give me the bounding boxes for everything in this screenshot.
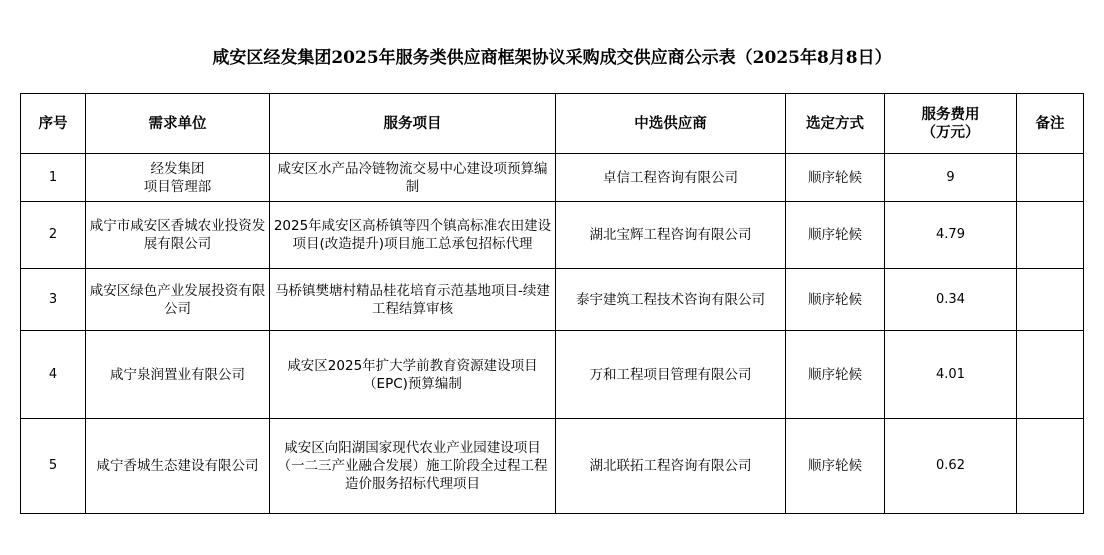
cell-seq: 3 (21, 269, 86, 331)
cell-fee: 4.01 (885, 331, 1017, 419)
cell-seq: 4 (21, 331, 86, 419)
cell-project: 咸安区2025年扩大学前教育资源建设项目（EPC)预算编制 (270, 331, 556, 419)
cell-fee: 4.79 (885, 202, 1017, 269)
cell-unit-line1: 经发集团 (150, 160, 205, 177)
page-title: 咸安区经发集团2025年服务类供应商框架协议采购成交供应商公示表（2025年8月8日） (212, 48, 892, 68)
cell-project: 咸安区向阳湖国家现代农业产业园建设项目（一二三产业融合发展）施工阶段全过程工程造价服务招标代理项目 (270, 419, 556, 514)
cell-unit: 咸宁香城生态建设有限公司 (86, 419, 270, 514)
header-fee (885, 94, 1017, 154)
table-row (21, 269, 1084, 331)
cell-supplier: 湖北宝辉工程咨询有限公司 (556, 202, 786, 269)
cell-method: 顺序轮候 (786, 154, 885, 202)
supplier-notice-table (20, 93, 1084, 514)
cell-project: 咸安区水产品冷链物流交易中心建设项预算编制 (270, 154, 556, 202)
cell-unit: 咸宁泉润置业有限公司 (86, 331, 270, 419)
table-header-row (21, 94, 1084, 154)
header-fee-line2: （万元） (921, 123, 980, 141)
cell-unit-line2: 项目管理部 (143, 178, 212, 195)
cell-seq: 5 (21, 419, 86, 514)
header-project: 服务项目 (270, 94, 556, 154)
cell-unit: 咸安区绿色产业发展投资有限公司 (86, 269, 270, 331)
cell-method: 顺序轮候 (786, 269, 885, 331)
header-unit: 需求单位 (86, 94, 270, 154)
cell-remark (1017, 154, 1084, 202)
header-supplier: 中选供应商 (556, 94, 786, 154)
header-method: 选定方式 (786, 94, 885, 154)
cell-fee: 9 (885, 154, 1017, 202)
cell-fee: 0.62 (885, 419, 1017, 514)
cell-remark (1017, 331, 1084, 419)
header-seq: 序号 (21, 94, 86, 154)
cell-method: 顺序轮候 (786, 419, 885, 514)
cell-project: 2025年咸安区高桥镇等四个镇高标准农田建设项目(改造提升)项目施工总承包招标代理 (270, 202, 556, 269)
cell-supplier: 泰宇建筑工程技术咨询有限公司 (556, 269, 786, 331)
cell-supplier: 卓信工程咨询有限公司 (556, 154, 786, 202)
header-remark: 备注 (1017, 94, 1084, 154)
cell-supplier: 万和工程项目管理有限公司 (556, 331, 786, 419)
cell-method: 顺序轮候 (786, 331, 885, 419)
cell-method: 顺序轮候 (786, 202, 885, 269)
cell-project: 马桥镇樊塘村精品桂花培育示范基地项目-续建工程结算审核 (270, 269, 556, 331)
header-fee-line1: 服务费用 (921, 105, 980, 123)
table-row (21, 331, 1084, 419)
table-row (21, 419, 1084, 514)
cell-remark (1017, 269, 1084, 331)
cell-seq: 1 (21, 154, 86, 202)
table-row (21, 154, 1084, 202)
cell-remark (1017, 419, 1084, 514)
cell-unit (86, 154, 270, 202)
cell-fee: 0.34 (885, 269, 1017, 331)
cell-supplier: 湖北联拓工程咨询有限公司 (556, 419, 786, 514)
cell-seq: 2 (21, 202, 86, 269)
cell-remark (1017, 202, 1084, 269)
table-row (21, 202, 1084, 269)
cell-unit: 咸宁市咸安区香城农业投资发展有限公司 (86, 202, 270, 269)
